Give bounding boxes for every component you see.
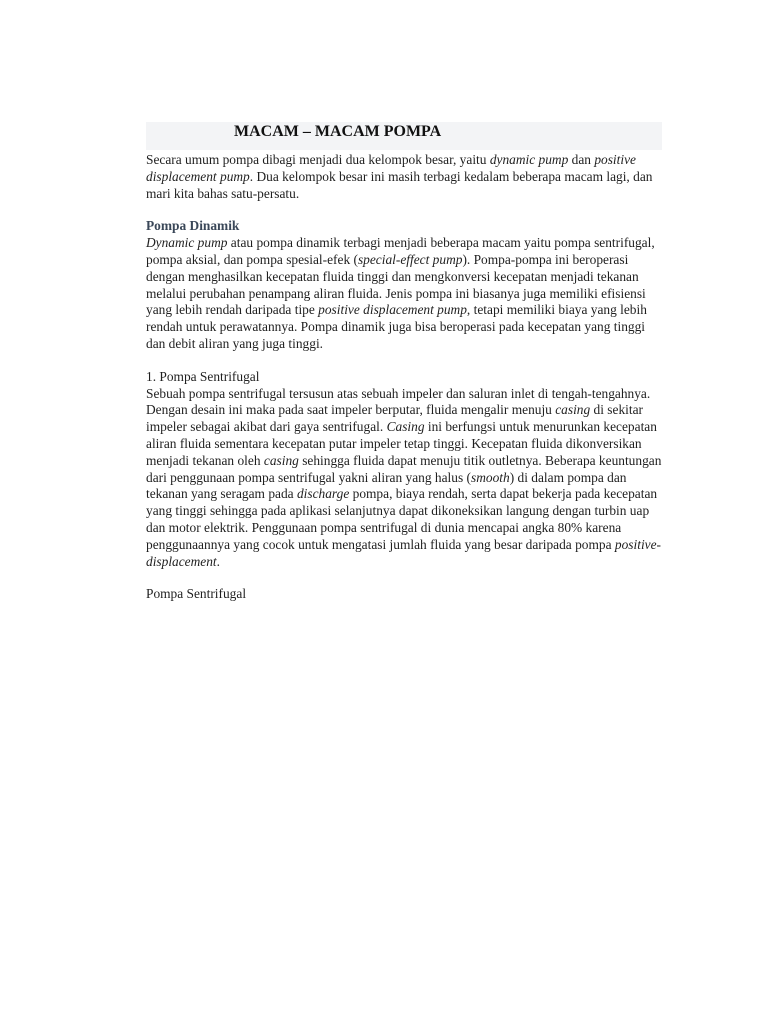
sentrifugal-text-3: ini berfungsi untuk menurunkan kecepatan aliran fluida sementara kecepatan putar impeler tetap tinggi. Kecepatan fluida dikonversikan menjadi tekanan oleh [146, 419, 657, 468]
dinamik-paragraph [146, 235, 662, 353]
spacer [146, 202, 662, 218]
intro-term-dynamic-pump: dynamic pump [489, 152, 569, 167]
intro-text-2: dan [568, 152, 595, 167]
dinamik-text-1: atau pompa dinamik terbagi menjadi beberapa macam yaitu pompa sentrifugal, pompa aksial, dan pompa spesial-efek ( [146, 235, 655, 267]
document-page [146, 122, 662, 603]
sentrifugal-term-3: casing [263, 452, 299, 468]
heading-pompa-dinamik: Pompa Dinamik [146, 218, 240, 234]
dinamik-term-3: positive displacement pump [318, 302, 467, 318]
intro-text-3: . Dua kelompok besar ini masih terbagi kedalam beberapa macam lagi, dan mari kita bahas satu-persatu. [146, 168, 653, 201]
dinamik-term-2: special-effect pump [357, 251, 463, 267]
dinamik-term-1: Dynamic pump [146, 235, 228, 251]
dinamik-text-3: , tetapi memiliki biaya yang lebih rendah untuk perawatannya. Pompa dinamik juga bisa beroperasi pada kecepatan yang tinggi dan debit aliran yang juga tinggi. [146, 302, 647, 351]
sentrifugal-paragraph [146, 386, 662, 571]
sentrifugal-term-4: smooth [471, 469, 510, 485]
sentrifugal-text-2: di sekitar impeler sebagai akibat dari gaya sentrifugal. [146, 402, 643, 435]
sentrifugal-text-4: sehingga fluida dapat menuju titik outletnya. Beberapa keuntungan dari penggunaan pompa sentrifugal yakni aliran yang halus ( [146, 452, 662, 485]
sentrifugal-term-6: positive-displacement [146, 536, 662, 569]
heading-pompa-sentrifugal: 1. Pompa Sentrifugal [146, 368, 260, 384]
intro-text-1: Secara umum pompa dibagi menjadi dua kelompok besar, yaitu [146, 152, 490, 167]
sentrifugal-term-1: casing [555, 402, 591, 418]
sentrifugal-text-5: ) di dalam pompa dan tekanan yang seragam pada [146, 469, 627, 502]
document-title: MACAM – MACAM POMPA [234, 123, 442, 140]
intro-paragraph [146, 152, 662, 202]
spacer [146, 570, 662, 586]
sentrifugal-term-5: discharge [296, 486, 350, 502]
sentrifugal-text-6: pompa, biaya rendah, serta dapat bekerja pada kecepatan yang tinggi sehingga pada aplikasi selanjutnya dapat dikoneksikan langung dengan turbin uap dan motor elektrik. Penggunaan pompa sentrifugal di dunia mencapai angka 80% karena penggunaannya yang cocok untuk mengatasi jumlah fluida yang besar daripada pompa [146, 486, 658, 552]
figure-caption: Pompa Sentrifugal [146, 586, 247, 602]
intro-term-positive-displacement: positive displacement pump [146, 152, 636, 184]
sentrifugal-term-2: Casing [386, 419, 425, 435]
sentrifugal-text-7: . [216, 553, 221, 569]
title-band [146, 122, 662, 150]
spacer [146, 353, 662, 369]
sentrifugal-text-1: Sebuah pompa sentrifugal tersusun atas sebuah impeler dan saluran inlet di tengah-tengahnya. Dengan desain ini maka pada saat impeler berputar, fluida mengalir menuju [146, 385, 651, 418]
dinamik-text-2: ). Pompa-pompa ini beroperasi dengan menghasilkan kecepatan fluida tinggi dan mengkonversi kecepatan menjadi tekanan melalui perubahan penampang aliran fluida. Jenis pompa ini biasanya juga memiliki efisiensi yang lebih rendah daripada tipe [146, 251, 646, 318]
